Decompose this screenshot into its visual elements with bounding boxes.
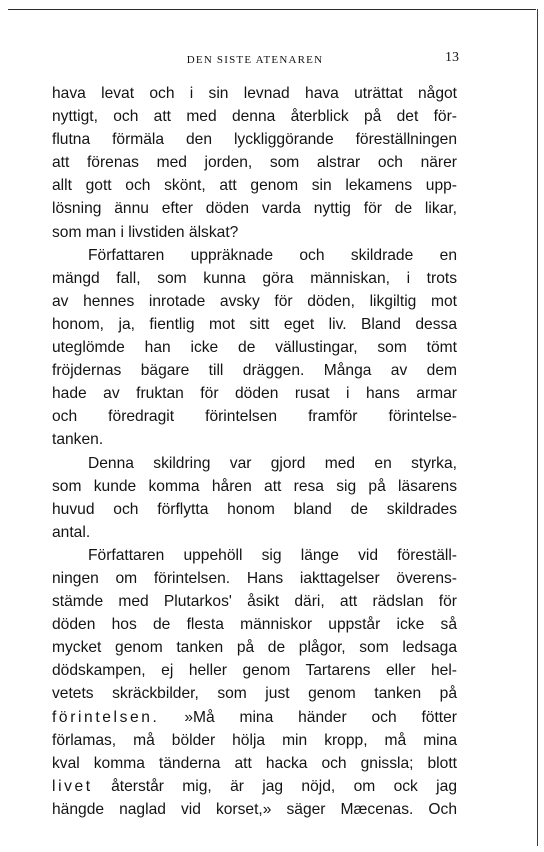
text-line: tanken. [52, 431, 104, 449]
text-line: som man i livstiden älskat? [52, 223, 239, 241]
body-text [52, 82, 457, 821]
text-line: allt gott och skönt, att genom sin lekamens upp- [52, 177, 457, 195]
text-line: som kunde komma håren att resa sig på läsarens [52, 477, 457, 495]
top-rule [8, 9, 536, 10]
page-number: 13 [445, 50, 459, 65]
text-line: hade av fruktan för döden rusat i hans armar [52, 385, 457, 403]
text-line-spaced [52, 775, 457, 798]
text-line: ningen om förintelsen. Hans iakttagelser överens- [52, 569, 457, 587]
line-rest: återstår mig, är jag nöjd, om ock jag [92, 777, 457, 795]
paragraph-start-line: Författaren uppräknade och skildrade en [88, 246, 457, 264]
line-rest: »Må mina händer och fötter [159, 708, 457, 726]
text-line: antal. [52, 523, 91, 541]
text-line-spaced [52, 706, 457, 729]
right-rule [537, 9, 538, 846]
text-line: dödskampen, ej heller genom Tartarens eller hel- [52, 662, 457, 680]
text-line: honom, ja, fientlig mot sitt eget liv. Bland dessa [52, 315, 457, 333]
text-line: lösning ännu efter döden varda nyttig för de likar, [52, 200, 457, 218]
text-line: mängd fall, som kunna göra människan, i trots [52, 269, 457, 287]
text-line: uteglömde han icke de vällustingar, som tömt [52, 339, 457, 357]
text-line: nyttigt, och att med denna återblick på det för- [52, 108, 457, 126]
paragraph-start-line: Författaren uppehöll sig länge vid föreställ- [88, 546, 457, 564]
text-line: mycket genom tanken på de plågor, som ledsaga [52, 639, 457, 657]
text-line: fröjdernas bägare till dräggen. Många av dem [52, 362, 457, 380]
text-line: vetets skräckbilder, som just genom tanken på [52, 685, 457, 703]
text-line: kval komma tänderna att hacka och gnissla; blott [52, 754, 457, 772]
spaced-word: förintelsen. [52, 708, 160, 726]
text-line: flutna förmäla den lyckliggörande föreställningen [52, 131, 457, 149]
spaced-word: livet [52, 777, 93, 795]
text-line: av hennes inrotade avsky för döden, likgiltig mot [52, 292, 457, 310]
running-head: DEN SISTE ATENAREN [186, 54, 324, 66]
text-line: hava levat och i sin levnad hava uträttat något [52, 85, 457, 102]
text-line: döden hos de flesta människor uppstår icke så [52, 616, 457, 634]
text-line: huvud och förflytta honom bland de skildrades [52, 500, 457, 518]
paragraph-start-line: Denna skildring var gjord med en styrka, [88, 454, 457, 472]
text-line: och föredragit förintelsen framför förintelse- [52, 408, 457, 426]
text-line: stämde med Plutarkos' åsikt däri, att rädslan för [52, 593, 457, 611]
text-line: hängde naglad vid korset,» säger Mæcenas. Och [52, 800, 457, 818]
text-line: att förenas med jorden, som alstrar och närer [52, 154, 457, 172]
text-line: förlamas, må bölder hölja min kropp, må mina [52, 731, 457, 749]
